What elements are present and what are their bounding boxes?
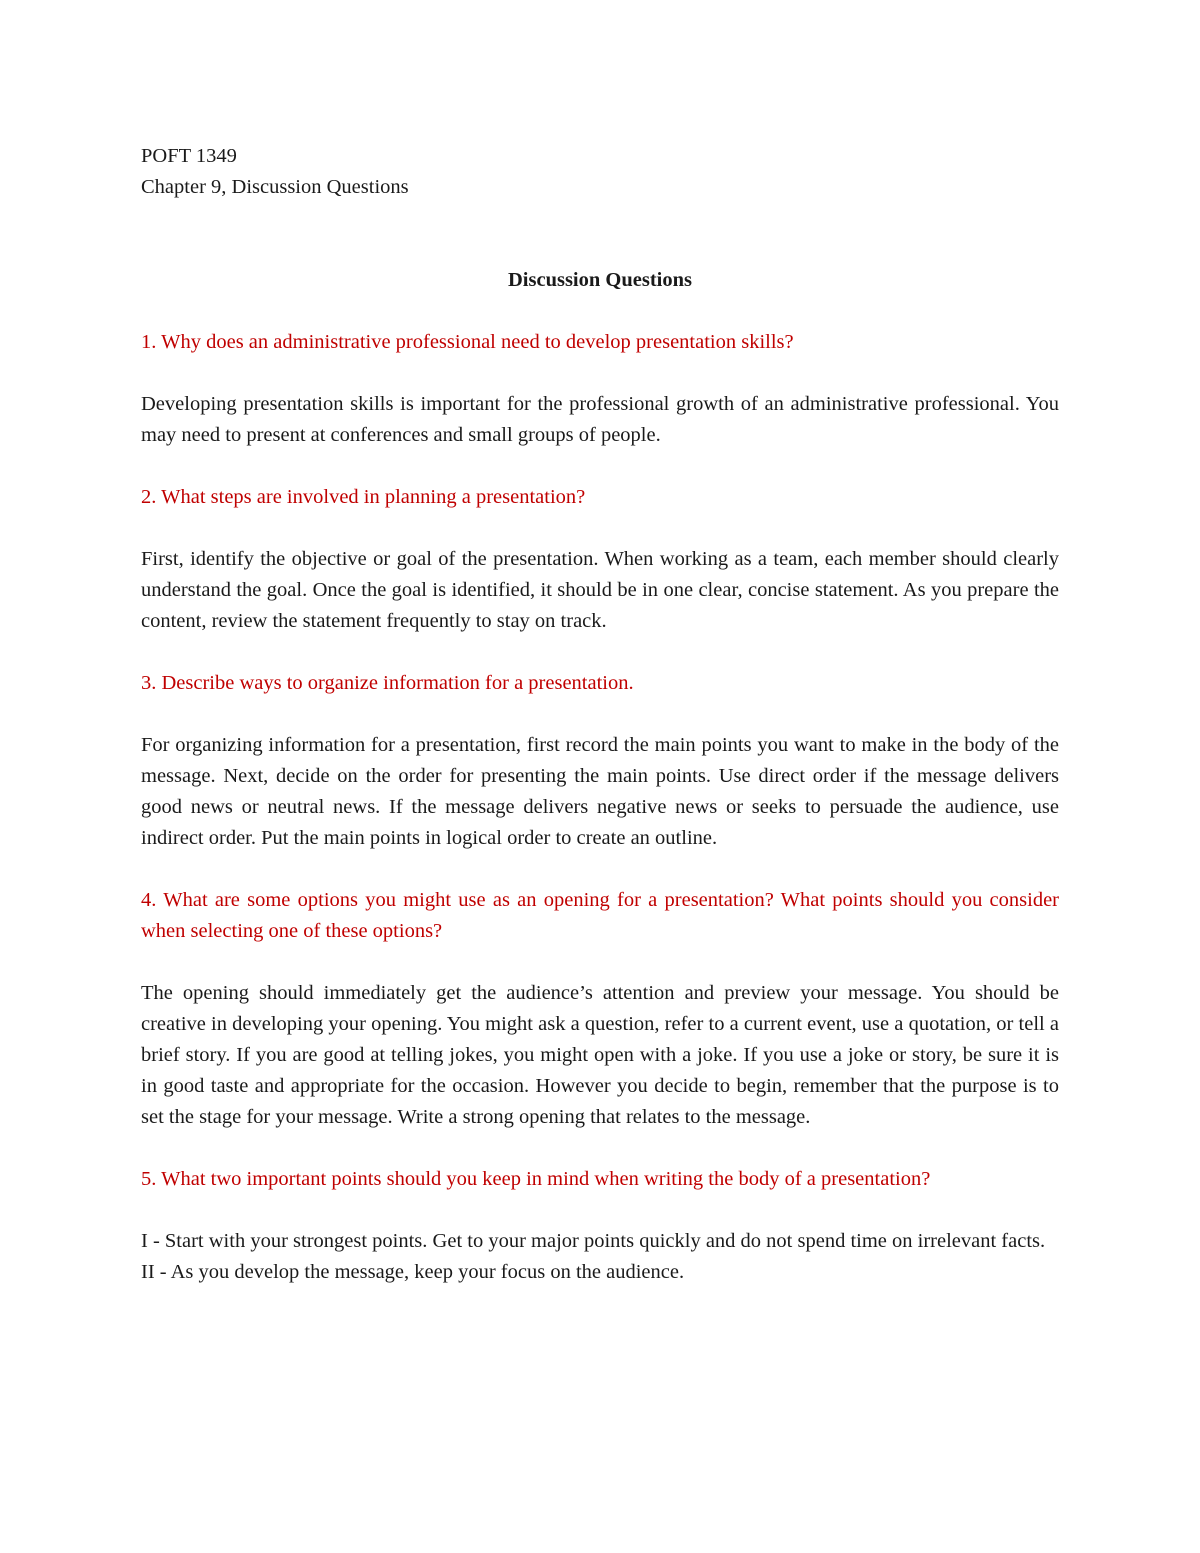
question-5: 5. What two important points should you keep in mind when writing the body of a presentation? bbox=[141, 1168, 931, 1190]
chapter-subtitle: Chapter 9, Discussion Questions bbox=[141, 176, 409, 198]
answer-5-point-2: II - As you develop the message, keep your focus on the audience. bbox=[141, 1261, 685, 1283]
answer-3: For organizing information for a presentation, first record the main points you want to make in the body of the message. Next, decide on the order for presenting the main points. Use direct order if the message delivers good news or neutral news. If the message delivers negative news or seeks to persuade the audience, use indirect order. Put the main points in logical order to create an outline. bbox=[141, 734, 1059, 849]
question-3: 3. Describe ways to organize information for a presentation. bbox=[141, 672, 634, 694]
course-code: POFT 1349 bbox=[141, 145, 237, 167]
question-1: 1. Why does an administrative professional need to develop presentation skills? bbox=[141, 331, 794, 353]
question-4: 4. What are some options you might use as an opening for a presentation? What points should you consider when selecting one of these options? bbox=[141, 889, 1059, 942]
answer-1: Developing presentation skills is important for the professional growth of an administrative professional. You may need to present at conferences and small groups of people. bbox=[141, 393, 1059, 446]
answer-4: The opening should immediately get the audience’s attention and preview your message. You should be creative in developing your opening. You might ask a question, refer to a current event, use a quotation, or tell a brief story. If you are good at telling jokes, you might open with a joke. If you use a joke or story, be sure it is in good taste and appropriate for the occasion. However you decide to begin, remember that the purpose is to set the stage for your message. Write a strong opening that relates to the message. bbox=[141, 982, 1059, 1128]
page-title: Discussion Questions bbox=[508, 269, 692, 291]
answer-5-point-1: I - Start with your strongest points. Get to your major points quickly and do not spend time on irrelevant facts. bbox=[141, 1230, 1046, 1252]
question-2: 2. What steps are involved in planning a presentation? bbox=[141, 486, 586, 508]
answer-2: First, identify the objective or goal of the presentation. When working as a team, each member should clearly understand the goal. Once the goal is identified, it should be in one clear, concise statement. As you prepare the content, review the statement frequently to stay on track. bbox=[141, 548, 1059, 632]
document-body bbox=[141, 141, 1059, 1288]
